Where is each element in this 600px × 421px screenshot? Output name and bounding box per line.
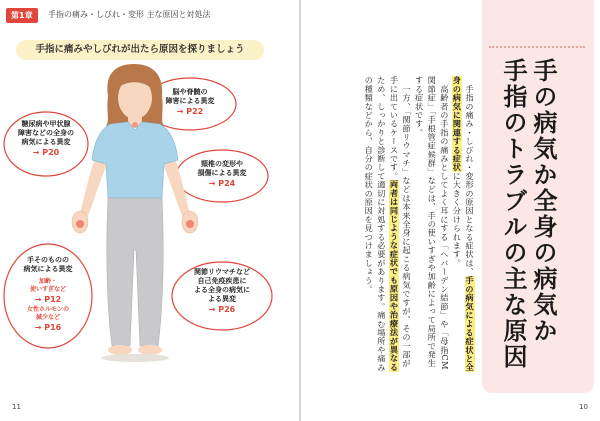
body-figure-illustration: [0, 0, 299, 421]
callout-finger-page-ref-2: → P16: [34, 323, 62, 332]
paragraph-2-text: 高齢者の手指の痛みとしてよく耳にする「ヘバーデン結節」や「母指CM関節症」「手根管症候群」などは、手の使いすぎや加齢によって局所で発生する症状です。: [414, 76, 450, 371]
callout-rheuma-line2: 自己免疫疾患に: [197, 277, 247, 285]
paragraph-3: [363, 76, 413, 376]
paragraph-3-text-a: 一方、「関節リウマチ」などは本来全身に起こる病気ですが、その一部が手に出ているケースです。: [389, 76, 413, 368]
paragraph-3-highlight: 両者は同じような症状でも原因や治療法が異なる: [389, 180, 400, 372]
callout-finger-line1: 手そのものの: [27, 256, 69, 264]
right-page: [301, 0, 600, 421]
body-text: [341, 76, 476, 376]
paragraph-3-text-b: ため、しっかりと診断して適切に対処する必要があります。痛む場所や痛みの種類などから、自分の症状の原因を見つけましょう。: [364, 76, 387, 372]
callout-finger-sub3: 女性ホルモンの: [26, 306, 69, 313]
callout-brain: [150, 88, 230, 116]
callout-rheuma-page-ref: → P26: [208, 305, 236, 314]
paragraph-1: [451, 76, 476, 376]
page-number-left: 11: [12, 403, 21, 411]
callout-diabetes-line1: 糖尿病や甲状腺: [21, 120, 71, 128]
callout-rheuma: [176, 268, 268, 314]
callout-neck-line2: 損傷による異変: [197, 169, 247, 177]
chapter-badge: 第1章: [6, 8, 38, 23]
callout-neck-page-ref: → P24: [208, 179, 236, 188]
paragraph-1-highlight: 手の病気による症状と全身の病気に関連する症状: [452, 76, 475, 372]
callout-finger-sub1: 加齢・: [38, 278, 57, 285]
callout-diabetes: [8, 120, 84, 157]
callout-diabetes-line3: 病気による異変: [21, 138, 71, 146]
page-number-right: 10: [579, 403, 588, 411]
callout-diabetes-page-ref: → P20: [32, 148, 60, 157]
callout-finger-sub4: 減少など: [35, 314, 60, 321]
callout-finger-sub2: 使いすぎなど: [29, 286, 66, 293]
callout-finger: [8, 256, 88, 332]
callout-neck: [180, 160, 264, 188]
running-head: 手指の痛み・しびれ・変形 主な原因と対処法: [48, 10, 211, 19]
callout-brain-line1: 脳や脊髄の: [172, 88, 208, 96]
callout-diabetes-line2: 障害などの全身の: [18, 129, 74, 137]
section-banner: 手指に痛みやしびれが出たら原因を探りましょう: [16, 40, 264, 60]
callout-finger-line2: 病気による異変: [23, 265, 73, 273]
callout-rheuma-line3: よる全身の病気に: [194, 286, 250, 294]
paragraph-1-text-b: に大きく分けられます。: [452, 171, 463, 268]
paragraph-2: [413, 76, 451, 376]
callout-brain-line2: 障害による異変: [165, 97, 215, 105]
callout-finger-page-ref-1: → P12: [34, 295, 62, 304]
callout-rheuma-line1: 関節リウマチなど: [194, 268, 250, 276]
callout-neck-line1: 頸椎の変形や: [201, 160, 243, 168]
left-page: [0, 0, 299, 421]
page-title-line2: 手指のトラブルの主な原因: [499, 58, 527, 370]
paragraph-1-text-a: 手指の痛み・しびれ・変形の原因となる症状は、: [465, 84, 475, 277]
callout-rheuma-line4: よる異変: [208, 295, 236, 303]
title-dotted-rule: [489, 46, 585, 48]
page-title-line1: 手の病気か全身の病気か: [529, 58, 557, 344]
callout-brain-page-ref: → P22: [176, 107, 204, 116]
